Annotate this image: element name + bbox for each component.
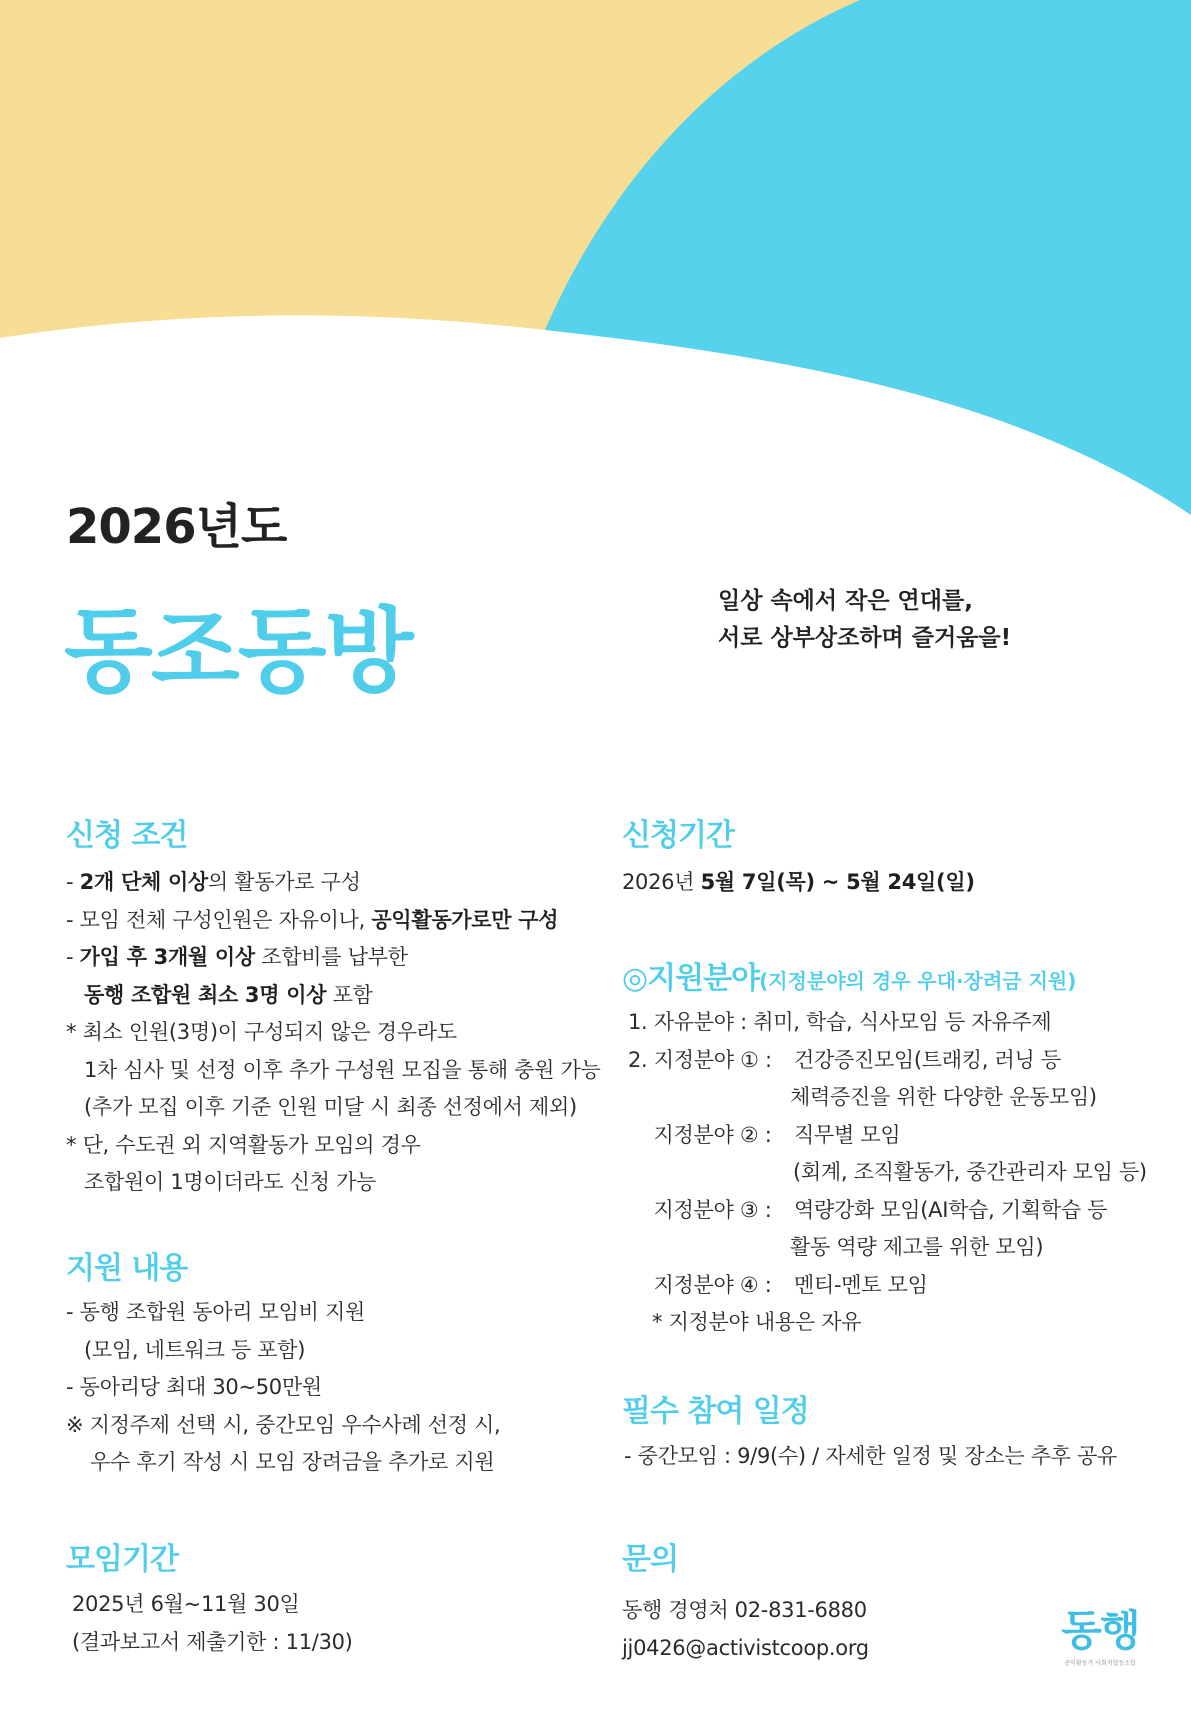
support-line-2: (모임, 네트워크 등 포함) — [84, 1337, 306, 1362]
schedule-line-1: - 중간모임 : 9/9(수) / 자세한 일정 및 장소는 추후 공유 — [624, 1444, 1118, 1468]
support-line-1: - 동행 조합원 동아리 모임비 지원 — [66, 1300, 365, 1324]
contact-phone: 동행 경영처 02-831-6880 — [622, 1598, 867, 1622]
fields-heading-note: (지정분야의 경우 우대·장려금 지원) — [759, 969, 1077, 993]
contact-info — [622, 1592, 869, 1667]
meeting-period-heading: 모임기간 — [66, 1542, 178, 1577]
support-line-3: - 동아리당 최대 30~50만원 — [66, 1375, 322, 1399]
eligibility-note-3: (추가 모집 이후 기준 인원 미달 시 최종 선정에서 제외) — [84, 1095, 577, 1119]
schedule-heading: 필수 참여 일정 — [622, 1394, 809, 1429]
meeting-period-line-2: (결과보고서 제출기한 : 11/30) — [72, 1629, 353, 1654]
fields-list — [628, 1004, 1147, 1342]
eligibility-line-4: 동행 조합원 최소 3명 이상 포함 — [84, 982, 373, 1007]
fields-heading — [622, 953, 1076, 997]
meeting-period-text — [72, 1586, 353, 1661]
application-period-text: 2026년 5월 7일(목) ~ 5월 24일(일) — [622, 870, 975, 894]
brand-logo-text: 동행 — [1061, 1606, 1139, 1655]
fields-designated-2: 지정분야 ② : 직무별 모임 — [628, 1122, 901, 1147]
slogan — [718, 583, 1011, 657]
slogan-line-2: 서로 상부상조하며 즐거움을! — [718, 625, 1012, 651]
year-heading: 2026년도 — [66, 499, 287, 555]
fields-designated-2-cont: (회계, 조직활동가, 중간관리자 모임 등) — [793, 1160, 1147, 1184]
support-list — [66, 1294, 500, 1482]
eligibility-heading: 신청 조건 — [66, 818, 188, 853]
eligibility-line-1: - 2개 단체 이상의 활동가로 구성 — [66, 870, 361, 894]
support-heading: 지원 내용 — [66, 1251, 188, 1286]
eligibility-line-3: - 가입 후 3개월 이상 조합비를 납부한 — [66, 945, 408, 969]
fields-heading-title: ◎지원분야 — [622, 961, 760, 996]
brand-logo-subtitle: 공익활동가 사회적협동조합 — [1064, 1660, 1136, 1667]
slogan-line-1: 일상 속에서 작은 연대를, — [718, 588, 973, 614]
fields-designated-3: 지정분야 ③ : 역량강화 모임(AI학습, 기획학습 등 — [628, 1197, 1108, 1222]
eligibility-note-1: * 최소 인원(3명)이 구성되지 않은 경우라도 — [66, 1020, 457, 1044]
application-period-heading: 신청기간 — [622, 818, 734, 853]
contact-email: jj0426@activistcoop.org — [622, 1635, 869, 1660]
eligibility-note-4: * 단, 수도권 외 지역활동가 모임의 경우 — [66, 1132, 421, 1157]
fields-free: 1. 자유분야 : 취미, 학습, 식사모임 등 자유주제 — [628, 1010, 1052, 1034]
support-line-4: ※ 지정주제 선택 시, 중간모임 우수사례 선정 시, — [66, 1412, 501, 1437]
contact-heading: 문의 — [622, 1542, 678, 1577]
brand-logo — [1048, 1598, 1152, 1667]
meeting-period-line-1: 2025년 6월~11월 30일 — [72, 1592, 300, 1616]
fields-designated-1-cont: 체력증진을 위한 다양한 운동모임) — [790, 1085, 1097, 1109]
eligibility-note-5: 조합원이 1명이더라도 신청 가능 — [84, 1170, 377, 1194]
page-title: 동조동방 — [64, 598, 412, 705]
eligibility-line-2: - 모임 전체 구성인원은 자유이나, 공익활동가로만 구성 — [66, 907, 559, 932]
support-line-5: 우수 후기 작성 시 모임 장려금을 추가로 지원 — [90, 1450, 495, 1474]
fields-designated-1: 2. 지정분야 ① : 건강증진모임(트래킹, 러닝 등 — [628, 1047, 1061, 1072]
fields-note: * 지정분야 내용은 자유 — [652, 1310, 862, 1334]
fields-designated-3-cont: 활동 역량 제고를 위한 모임) — [790, 1235, 1044, 1259]
eligibility-list — [66, 864, 601, 1202]
eligibility-note-2: 1차 심사 및 선정 이후 추가 구성원 모집을 통해 충원 가능 — [84, 1057, 601, 1082]
fields-designated-4: 지정분야 ④ : 멘티-멘토 모임 — [628, 1272, 928, 1297]
